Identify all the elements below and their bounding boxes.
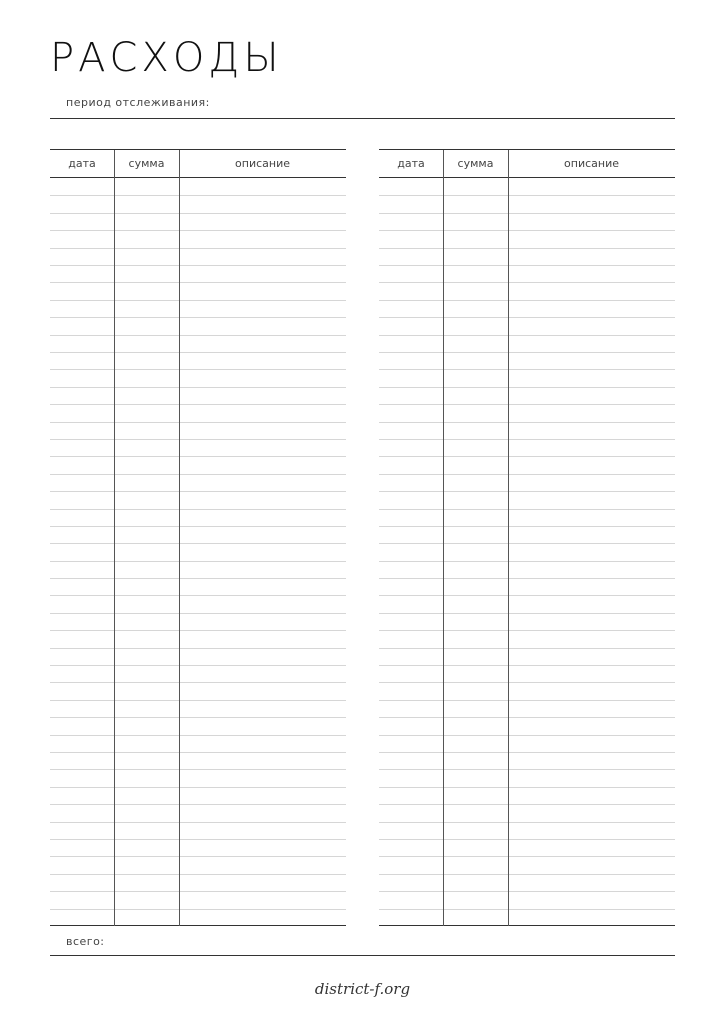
table-row	[50, 787, 346, 788]
table-row	[379, 474, 675, 475]
column-divider-amount	[179, 178, 180, 926]
table-row	[379, 282, 675, 283]
table-row	[379, 456, 675, 457]
table-row	[379, 317, 675, 318]
table-row	[379, 300, 675, 301]
table-row	[50, 248, 346, 249]
table-row	[50, 491, 346, 492]
table-row	[50, 265, 346, 266]
table-header	[50, 149, 346, 178]
table-row	[50, 839, 346, 840]
header-divider	[50, 118, 675, 119]
table-row	[50, 509, 346, 510]
table-row	[50, 874, 346, 875]
table-row	[379, 700, 675, 701]
table-row	[379, 491, 675, 492]
table-row	[379, 439, 675, 440]
table-row	[379, 769, 675, 770]
table-header	[379, 149, 675, 178]
table-row	[50, 648, 346, 649]
column-header-date: дата	[397, 157, 425, 170]
table-row	[379, 404, 675, 405]
page-title: РАСХОДЫ	[50, 35, 283, 81]
table-row	[50, 195, 346, 196]
column-divider-date	[114, 178, 115, 926]
expense-table-left	[50, 149, 346, 926]
table-row	[379, 735, 675, 736]
table-row	[50, 665, 346, 666]
table-row	[379, 752, 675, 753]
table-row	[379, 874, 675, 875]
table-row	[379, 509, 675, 510]
table-row	[379, 891, 675, 892]
column-divider-amount	[508, 178, 509, 926]
table-row	[50, 474, 346, 475]
table-row	[379, 856, 675, 857]
table-row	[50, 543, 346, 544]
table-row	[50, 456, 346, 457]
column-divider-date	[443, 178, 444, 926]
table-row	[379, 230, 675, 231]
table-row	[50, 561, 346, 562]
table-row	[379, 335, 675, 336]
header-divider-date	[443, 150, 444, 178]
table-row	[379, 595, 675, 596]
table-row	[50, 213, 346, 214]
table-row	[50, 335, 346, 336]
footer-divider	[50, 955, 675, 956]
table-row	[379, 248, 675, 249]
table-row	[50, 891, 346, 892]
table-row	[379, 839, 675, 840]
table-row	[379, 804, 675, 805]
table-row	[379, 213, 675, 214]
table-row	[50, 717, 346, 718]
total-label: всего:	[66, 935, 105, 948]
table-row	[50, 822, 346, 823]
table-body	[50, 178, 346, 926]
table-row	[379, 648, 675, 649]
table-row	[379, 543, 675, 544]
table-row	[50, 300, 346, 301]
table-row	[379, 682, 675, 683]
table-row	[50, 700, 346, 701]
table-row	[50, 526, 346, 527]
column-header-description: описание	[564, 157, 619, 170]
table-row	[379, 613, 675, 614]
expense-table-right	[379, 149, 675, 926]
table-row	[379, 578, 675, 579]
table-row	[50, 804, 346, 805]
table-row	[379, 195, 675, 196]
footer-site: district-f.org	[314, 980, 411, 998]
table-row	[50, 735, 346, 736]
header-divider-date	[114, 150, 115, 178]
table-row	[50, 613, 346, 614]
table-row	[50, 769, 346, 770]
table-row	[379, 352, 675, 353]
table-row	[379, 265, 675, 266]
table-row	[50, 404, 346, 405]
table-row	[50, 630, 346, 631]
table-row	[379, 909, 675, 910]
table-row	[50, 317, 346, 318]
table-row	[379, 665, 675, 666]
table-row	[50, 282, 346, 283]
table-row	[50, 752, 346, 753]
column-header-amount: сумма	[457, 157, 494, 170]
table-row	[379, 526, 675, 527]
table-row	[50, 439, 346, 440]
table-row	[50, 578, 346, 579]
table-row	[50, 230, 346, 231]
table-row	[50, 352, 346, 353]
table-row	[50, 387, 346, 388]
table-row	[379, 787, 675, 788]
column-header-description: описание	[235, 157, 290, 170]
table-row	[50, 682, 346, 683]
table-row	[379, 422, 675, 423]
table-row	[50, 422, 346, 423]
table-row	[50, 369, 346, 370]
table-body	[379, 178, 675, 926]
table-row	[379, 717, 675, 718]
period-label: период отслеживания:	[66, 96, 210, 109]
table-row	[50, 595, 346, 596]
column-header-amount: сумма	[128, 157, 165, 170]
header-divider-amount	[508, 150, 509, 178]
table-row	[50, 856, 346, 857]
column-header-date: дата	[68, 157, 96, 170]
table-row	[50, 909, 346, 910]
table-row	[379, 369, 675, 370]
table-row	[379, 630, 675, 631]
header-divider-amount	[179, 150, 180, 178]
table-row	[379, 822, 675, 823]
table-row	[379, 561, 675, 562]
table-row	[379, 387, 675, 388]
